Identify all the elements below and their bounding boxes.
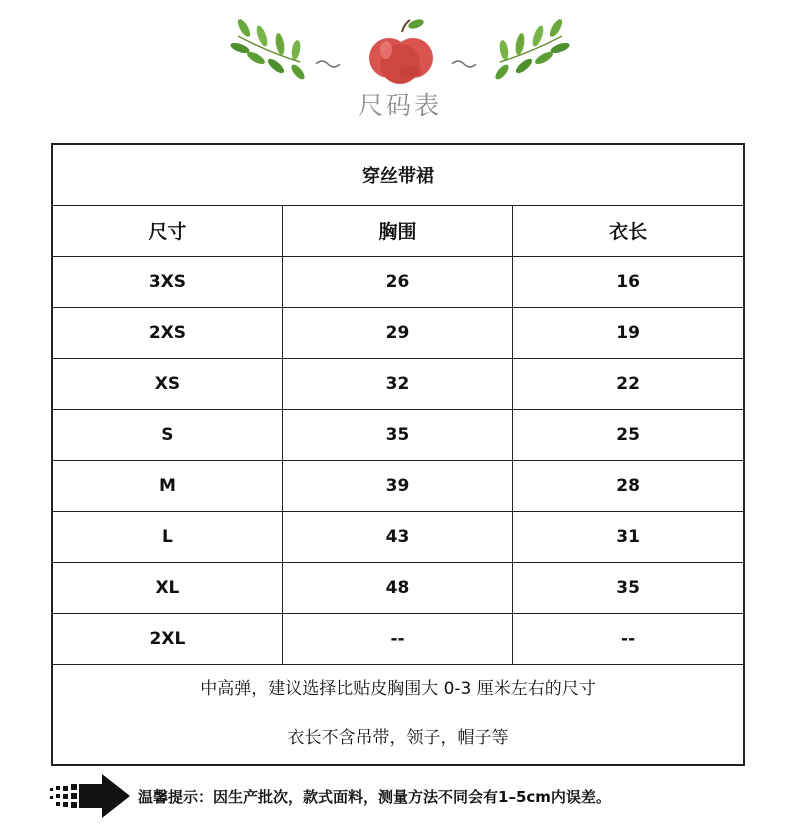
length-cell: 25 [513, 409, 744, 460]
length-cell: 16 [513, 256, 744, 307]
apple-icon [369, 18, 433, 84]
table-row [52, 613, 744, 664]
table-row [52, 460, 744, 511]
column-header-size: 尺寸 [52, 205, 282, 256]
table-row [52, 562, 744, 613]
bust-cell: 39 [282, 460, 512, 511]
product-name: 穿丝带裙 [52, 144, 744, 205]
arrow-right-icon [48, 772, 134, 822]
table-row [52, 256, 744, 307]
bust-cell: 26 [282, 256, 512, 307]
tilde-right [452, 61, 476, 67]
bust-cell: -- [282, 613, 512, 664]
table-notes [52, 664, 744, 765]
column-header-bust: 胸围 [282, 205, 512, 256]
tip-text [138, 786, 611, 807]
table-title-row [52, 144, 744, 205]
header-decoration [0, 14, 800, 86]
length-cell: 35 [513, 562, 744, 613]
table-header-row [52, 205, 744, 256]
tip-banner [48, 772, 800, 822]
size-cell: XL [52, 562, 282, 613]
fit-note: 中高弹，建议选择比贴皮胸围大 0-3 厘米左右的尺寸 [200, 679, 596, 700]
tip-label: 温馨提示： [138, 788, 214, 806]
table-notes-row [52, 664, 744, 765]
table-row [52, 307, 744, 358]
size-cell: XS [52, 358, 282, 409]
page-title: 尺码表 [357, 91, 442, 120]
tip-body: 因生产批次，款式面料，测量方法不同会有1–5cm内误差。 [213, 788, 611, 806]
size-cell: L [52, 511, 282, 562]
size-cell: 3XS [52, 256, 282, 307]
bust-cell: 29 [282, 307, 512, 358]
leaf-branch-icon [493, 17, 571, 81]
header [0, 0, 800, 130]
bust-cell: 43 [282, 511, 512, 562]
size-cell: S [52, 409, 282, 460]
length-cell: 19 [513, 307, 744, 358]
size-cell: 2XL [52, 613, 282, 664]
bust-cell: 32 [282, 358, 512, 409]
size-cell: M [52, 460, 282, 511]
table-row [52, 511, 744, 562]
size-table [51, 143, 745, 766]
length-cell: 22 [513, 358, 744, 409]
leaf-branch-icon [229, 17, 307, 81]
bust-cell: 35 [282, 409, 512, 460]
size-cell: 2XS [52, 307, 282, 358]
bust-cell: 48 [282, 562, 512, 613]
table-row [52, 358, 744, 409]
tilde-left [316, 61, 340, 67]
length-cell: -- [513, 613, 744, 664]
table-row [52, 409, 744, 460]
length-note: 衣长不含吊带，领子，帽子等 [287, 728, 509, 749]
column-header-length: 衣长 [513, 205, 744, 256]
length-cell: 28 [513, 460, 744, 511]
length-cell: 31 [513, 511, 744, 562]
